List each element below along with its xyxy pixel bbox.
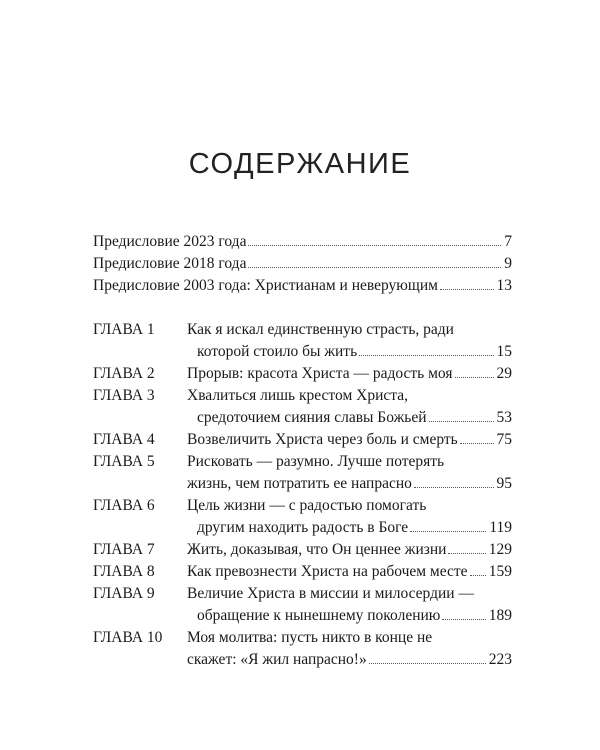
dot-leader bbox=[442, 619, 485, 620]
toc-entry-title: Предисловие 2023 года bbox=[93, 233, 247, 250]
toc-page-number: 15 bbox=[496, 343, 512, 360]
chapter-title-line: обращение к нынешнему поколению bbox=[197, 607, 441, 624]
dot-leader bbox=[410, 531, 486, 532]
page-title: СОДЕРЖАНИЕ bbox=[188, 148, 412, 180]
toc-page-number: 9 bbox=[504, 255, 512, 272]
dot-leader bbox=[440, 289, 494, 290]
toc-page-number: 7 bbox=[504, 233, 512, 250]
chapter-label: ГЛАВА 5 bbox=[93, 453, 155, 470]
toc-page-number: 119 bbox=[489, 519, 512, 536]
chapter-title-line[interactable]: Хвалиться лишь крестом Христа, bbox=[187, 387, 408, 404]
toc-page-number: 29 bbox=[496, 365, 512, 382]
toc-page-number: 223 bbox=[488, 651, 512, 668]
toc-page-number: 189 bbox=[488, 607, 512, 624]
chapter-title-line: средоточием сияния славы Божьей bbox=[197, 409, 427, 426]
dot-leader bbox=[248, 267, 501, 268]
dot-leader bbox=[460, 443, 494, 444]
chapter-label: ГЛАВА 7 bbox=[93, 541, 155, 558]
toc-entry-chapter-6[interactable] bbox=[197, 518, 512, 538]
toc-entry-chapter-5[interactable] bbox=[187, 474, 512, 494]
toc-entry-chapter-9[interactable] bbox=[197, 606, 512, 626]
dot-leader bbox=[448, 553, 485, 554]
dot-leader bbox=[470, 575, 486, 576]
dot-leader bbox=[359, 355, 493, 356]
dot-leader bbox=[369, 663, 486, 664]
chapter-title-line[interactable]: Как я искал единственную страсть, ради bbox=[187, 321, 454, 338]
toc-entry-chapter-10[interactable] bbox=[187, 650, 512, 670]
chapter-title-line[interactable]: Величие Христа в миссии и милосердии — bbox=[187, 585, 474, 602]
toc-page-number: 53 bbox=[496, 409, 512, 426]
chapter-label: ГЛАВА 10 bbox=[93, 629, 163, 646]
chapter-title-line: жизнь, чем потратить ее напрасно bbox=[187, 475, 412, 492]
chapter-title-line: Прорыв: красота Христа — радость моя bbox=[187, 365, 453, 382]
chapter-label: ГЛАВА 9 bbox=[93, 585, 155, 602]
toc-entry-title: Предисловие 2018 года bbox=[93, 255, 247, 272]
chapter-title-line: другим находить радость в Боге bbox=[197, 519, 409, 536]
chapter-label: ГЛАВА 8 bbox=[93, 563, 155, 580]
toc-page-number: 95 bbox=[496, 475, 512, 492]
chapter-title-line: Возвеличить Христа через боль и смерть bbox=[187, 431, 458, 448]
toc-entry-preface-2023[interactable] bbox=[93, 232, 512, 252]
chapter-title-line: которой стоило бы жить bbox=[197, 343, 358, 360]
toc-page-number: 159 bbox=[488, 563, 512, 580]
toc-entry-preface-2003[interactable] bbox=[93, 276, 512, 296]
toc-page-number: 13 bbox=[496, 277, 512, 294]
toc-entry-chapter-7[interactable] bbox=[187, 540, 512, 560]
toc-entry-preface-2018[interactable] bbox=[93, 254, 512, 274]
chapter-title-line[interactable]: Цель жизни — с радостью помогать bbox=[187, 497, 427, 514]
chapter-label: ГЛАВА 2 bbox=[93, 365, 155, 382]
chapter-title-line: Жить, доказывая, что Он ценнее жизни bbox=[187, 541, 447, 558]
chapter-title-line: Как превознести Христа на рабочем месте bbox=[187, 563, 468, 580]
chapter-title-line[interactable]: Рисковать — разумно. Лучше потерять bbox=[187, 453, 445, 470]
chapter-label: ГЛАВА 4 bbox=[93, 431, 155, 448]
dot-leader bbox=[248, 245, 501, 246]
chapter-label: ГЛАВА 1 bbox=[93, 321, 155, 338]
toc-entry-chapter-3[interactable] bbox=[197, 408, 512, 428]
toc-entry-chapter-2[interactable] bbox=[187, 364, 512, 384]
toc-entry-chapter-1[interactable] bbox=[197, 342, 512, 362]
toc-entry-chapter-8[interactable] bbox=[187, 562, 512, 582]
chapter-label: ГЛАВА 6 bbox=[93, 497, 155, 514]
chapter-title-line: скажет: «Я жил напрасно!» bbox=[187, 651, 367, 668]
toc-page-number: 129 bbox=[488, 541, 512, 558]
dot-leader bbox=[414, 487, 494, 488]
dot-leader bbox=[429, 421, 494, 422]
chapter-title-line[interactable]: Моя молитва: пусть никто в конце не bbox=[187, 629, 433, 646]
toc-entry-chapter-4[interactable] bbox=[187, 430, 512, 450]
toc-page-number: 75 bbox=[496, 431, 512, 448]
chapter-label: ГЛАВА 3 bbox=[93, 387, 155, 404]
toc-entry-title: Предисловие 2003 года: Христианам и неверующим bbox=[93, 277, 438, 294]
dot-leader bbox=[455, 377, 494, 378]
